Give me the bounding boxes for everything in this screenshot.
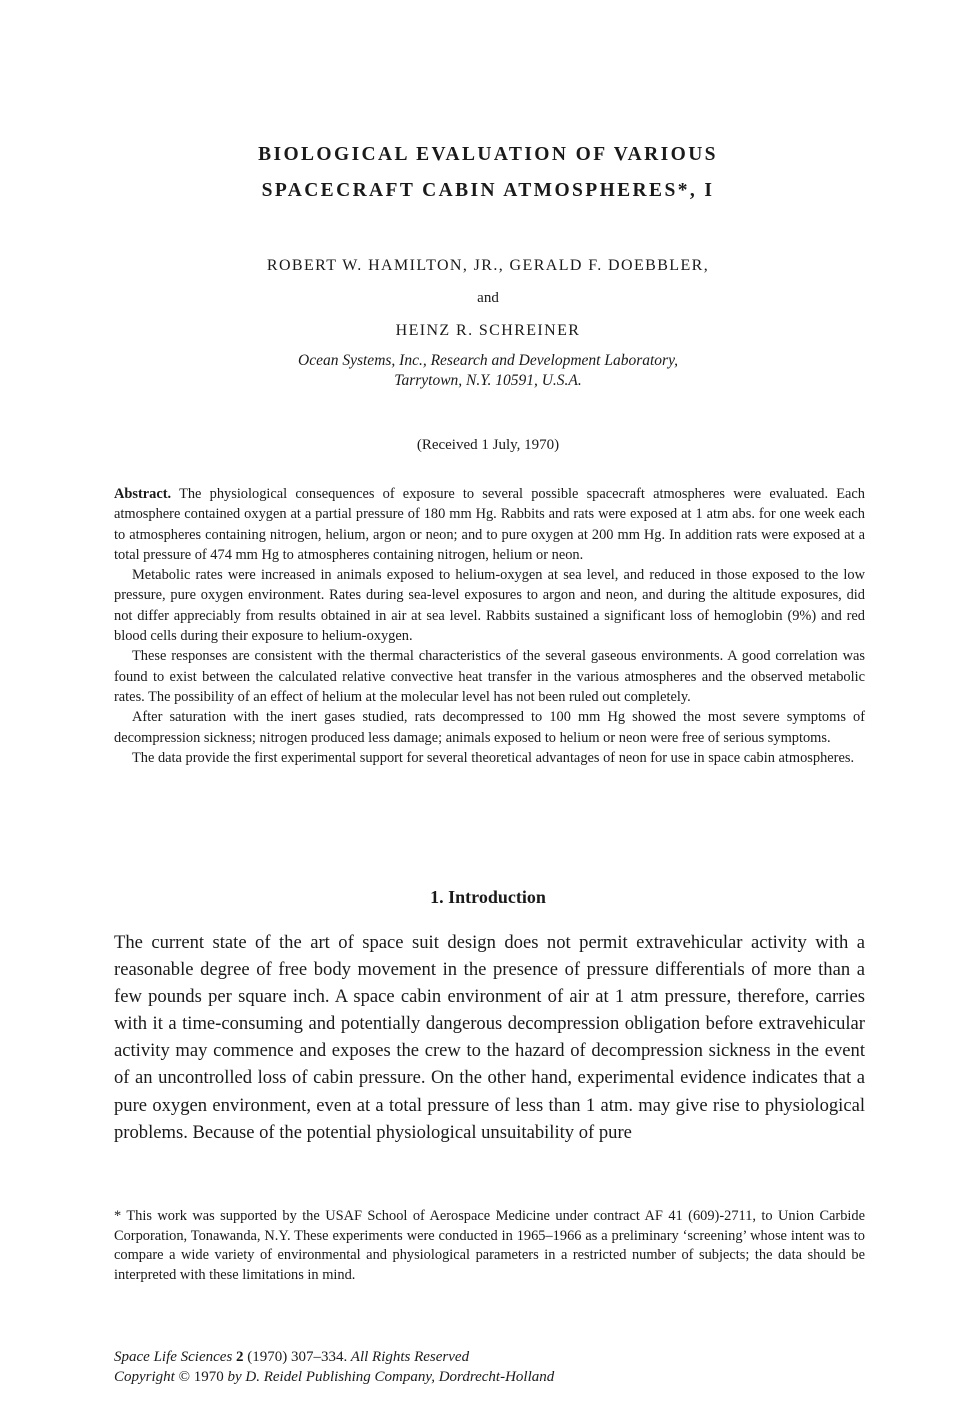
journal-line-1 [114, 1347, 554, 1367]
paper-title-line-2: SPACECRAFT CABIN ATMOSPHERES*, I [261, 180, 715, 201]
publisher: by D. Reidel Publishing Company, Dordrecht-Holland [227, 1369, 555, 1385]
authors-conjunction: and [477, 290, 499, 306]
journal-year-pages: (1970) 307–334. [247, 1349, 348, 1365]
abstract-paragraph: These responses are consistent with the thermal characteristics of the several gaseous environments. A good correlation was found to exist between the calculated relative convective heat transfer in the various atmospheres and the observed metabolic rates. The possibility of an effect of helium at the molecular level has not been ruled out completely. [114, 648, 865, 705]
copyright-label: Copyright [114, 1369, 175, 1385]
footnote: * This work was supported by the USAF School of Aerospace Medicine under contract AF 41 (609)-2711, to Union Carbide Corporation, Tonawanda, N.Y. These experiments were conducted in 1965–1966 as a preliminary ‘screening’ whose intent was to compare a wide variety of environmental and physiological parameters in a restricted number of subjects; the data should be interpreted with these limitations in mind. [114, 1208, 865, 1283]
authors-line-2: HEINZ R. SCHREINER [395, 322, 581, 339]
abstract-paragraph: The data provide the first experimental support for several theoretical advantages of neon for use in space cabin atmospheres. [132, 749, 855, 766]
received-date: (Received 1 July, 1970) [416, 437, 560, 453]
authors-line-1: ROBERT W. HAMILTON, JR., GERALD F. DOEBBLER, [266, 257, 710, 274]
abstract-paragraph-text: The physiological consequences of exposure to several possible spacecraft atmospheres were evaluated. Each atmosphere contained oxygen at a partial pressure of 180 mm Hg. Rabbits and rats were exposed at 1 atm abs. for one week each to atmospheres containing nitrogen, helium, argon or neon; and to pure oxygen at 200 mm Hg. In addition rats were exposed at a total pressure of 474 mm Hg to atmospheres containing nitrogen, helium or neon. [114, 486, 865, 563]
journal-name: Space Life Sciences [114, 1349, 233, 1365]
copyright-year: 1970 [193, 1369, 224, 1385]
abstract-label: Abstract. [114, 486, 172, 502]
journal-rights: All Rights Reserved [350, 1349, 470, 1365]
abstract-paragraph [114, 484, 865, 565]
journal-line-2 [114, 1367, 554, 1387]
introduction-text: The current state of the art of space suit design does not permit extravehicular activity with a reasonable degree of free body movement in the presence of pressure differentials of more than a few pounds per square inch. A space cabin environment of air at 1 atm pressure, therefore, carries with it a time-consuming and potentially dangerous decompression obligation before extravehicular activity may commence and exposes the crew to the hazard of decompression sickness in the event of an uncontrolled loss of cabin pressure. On the other hand, experimental evidence indicates that a pure oxygen environment, even at a total pressure of less than 1 atm. may give rise to physiological problems. Because of the potential physiological unsuitability of pure [114, 932, 865, 1143]
affiliation-line-2: Tarrytown, N.Y. 10591, U.S.A. [394, 372, 582, 389]
abstract-paragraph: Metabolic rates were increased in animals exposed to helium-oxygen at sea level, and reduced in those exposed to the low pressure, pure oxygen environment. Rates during sea-level exposures to argon and neon, and during the altitude exposures, did not differ appreciably from results obtained in air at sea level. Rabbits sustained a significant loss of hemoglobin (9%) and red blood cells during their exposure to helium-oxygen. [114, 567, 865, 645]
section-heading: 1. Introduction [430, 887, 546, 907]
copyright-symbol: © [178, 1369, 190, 1385]
journal-volume: 2 [236, 1349, 244, 1365]
journal-citation [114, 1347, 554, 1387]
abstract [114, 484, 865, 768]
abstract-paragraph: After saturation with the inert gases studied, rats decompressed to 100 mm Hg showed the most severe symptoms of decompression sickness; nitrogen produced less damage; animals exposed to helium or neon were free of serious symptoms. [114, 709, 865, 746]
affiliation-line-1: Ocean Systems, Inc., Research and Development Laboratory, [298, 352, 678, 369]
paper-title-line-1: BIOLOGICAL EVALUATION OF VARIOUS [258, 144, 718, 165]
